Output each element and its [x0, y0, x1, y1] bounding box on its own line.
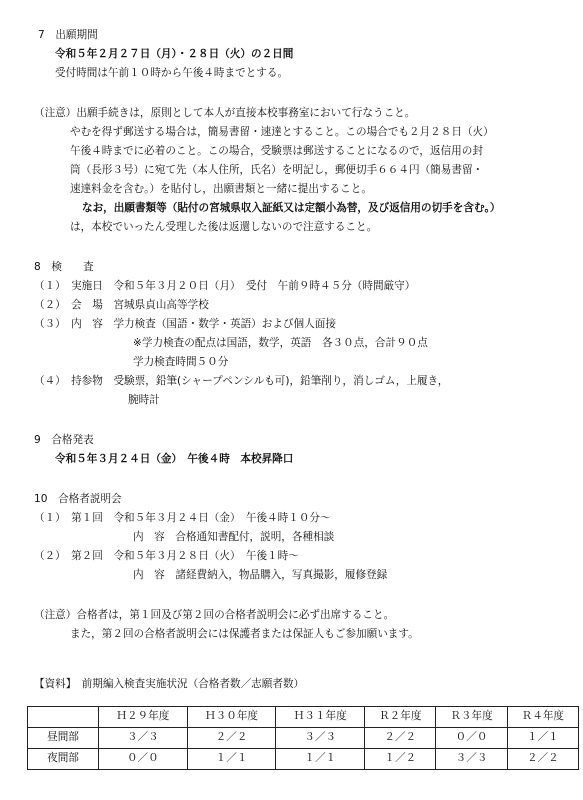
resource-title: 【資料】 前期編入検査実施状況（合格者数／志願者数） — [34, 678, 305, 690]
note-1-line-3: 午後４時までに必着のこと。この場合，受験票は郵送することになるので，返信用の封 — [70, 145, 483, 157]
table-cell: ０／０ — [436, 728, 507, 749]
row-header: 夜間部 — [28, 749, 99, 770]
note-2-line-1: （注意）合格者は，第１回及び第２回の合格者説明会に必ず出席すること。 — [34, 609, 395, 621]
table-cell: ２／２ — [507, 749, 578, 770]
table-cell: ０／０ — [99, 749, 188, 770]
table-cell: ２／２ — [365, 728, 436, 749]
column-header: Ｒ４年度 — [507, 707, 578, 728]
application-hours: 受付時間は午前１０時から午後４時までとする。 — [55, 67, 289, 79]
briefing-1-row: （１） 第１回 令和５年３月２４日（金） 午後４時１０分～ — [34, 512, 331, 524]
exam-venue-row: （２） 会 場 宮城県貞山高等学校 — [34, 299, 209, 311]
table-cell: ３／３ — [436, 749, 507, 770]
row-header: 昼間部 — [28, 728, 99, 749]
table-cell: １／１ — [187, 749, 276, 770]
note-1-line-4: 筒（長形３号）に宛て先（本人住所，氏名）を明記し，郵便切手６６４円（簡易書留・ — [70, 164, 484, 176]
section-8-heading: 8 検 査 — [34, 261, 94, 273]
briefing-2-row: （２） 第２回 令和５年３月２８日（火） 午後１時～ — [34, 550, 299, 562]
column-header: Ｒ３年度 — [436, 707, 507, 728]
table-cell: ２／２ — [187, 728, 276, 749]
items-to-bring-cont: 腕時計 — [128, 394, 160, 406]
exam-duration-note: 学力検査時間５０分 — [133, 356, 229, 368]
note-1-line-5: 速達料金を含む。）を貼付し，出願書類と一緒に提出すること。 — [70, 183, 372, 195]
note-1-line-6: なお，出願書類等（貼付の宮城県収入証紙又は定額小為替，及び返信用の切手を含む。） — [82, 202, 501, 214]
column-header: Ｈ２９年度 — [99, 707, 188, 728]
exam-content-row: （３） 内 容 学力検査（国語・数学・英語）および個人面接 — [34, 318, 336, 330]
exam-score-note: ※学力検査の配点は国語，数学，英語 各３０点，合計９０点 — [133, 337, 428, 349]
column-header: Ｒ２年度 — [365, 707, 436, 728]
briefing-2-content: 内 容 諸経費納入，物品購入，写真撮影，履修登録 — [133, 569, 388, 581]
table-header-row — [28, 707, 579, 728]
table-corner-cell — [28, 707, 99, 728]
briefing-1-content: 内 容 合格通知書配付，説明，各種相談 — [133, 531, 335, 543]
note-1-line-2: やむを得ず郵送する場合は，簡易書留・速達とすること。この場合でも２月２８日（火） — [70, 126, 494, 138]
application-period-date: 令和５年２月２７日（月）・２８日（火）の２日間 — [55, 48, 294, 60]
note-1-line-1: （注意）出願手続きは，原則として本人が直接本校事務室において行なうこと。 — [34, 107, 416, 119]
table-row — [28, 728, 579, 749]
note-1-line-7: は，本校でいったん受理した後は返還しないので注意すること。 — [70, 221, 378, 233]
admission-stats-table — [27, 706, 579, 770]
section-7-heading: 7 出願期間 — [38, 29, 98, 41]
items-to-bring-row: （４） 持参物 受験票，鉛筆(シャープペンシルも可)，鉛筆削り，消しゴム，上履き， — [34, 375, 449, 387]
exam-date-row: （１） 実施日 令和５年３月２０日（月） 受付 午前９時４５分（時間厳守） — [34, 280, 416, 292]
column-header: Ｈ３１年度 — [276, 707, 365, 728]
table-cell: ３／３ — [99, 728, 188, 749]
announcement-date: 令和５年３月２４日（金） 午後４時 本校昇降口 — [55, 453, 294, 465]
table-cell: １／１ — [507, 728, 578, 749]
table-cell: ３／３ — [276, 728, 365, 749]
section-9-heading: 9 合格発表 — [34, 434, 94, 446]
note-2-line-2: また，第２回の合格者説明会には保護者または保証人もご参加願います。 — [70, 628, 419, 640]
column-header: Ｈ３０年度 — [187, 707, 276, 728]
table-cell: １／２ — [365, 749, 436, 770]
section-10-heading: 10 合格者説明会 — [34, 493, 122, 505]
table-row — [28, 749, 579, 770]
table-cell: １／１ — [276, 749, 365, 770]
